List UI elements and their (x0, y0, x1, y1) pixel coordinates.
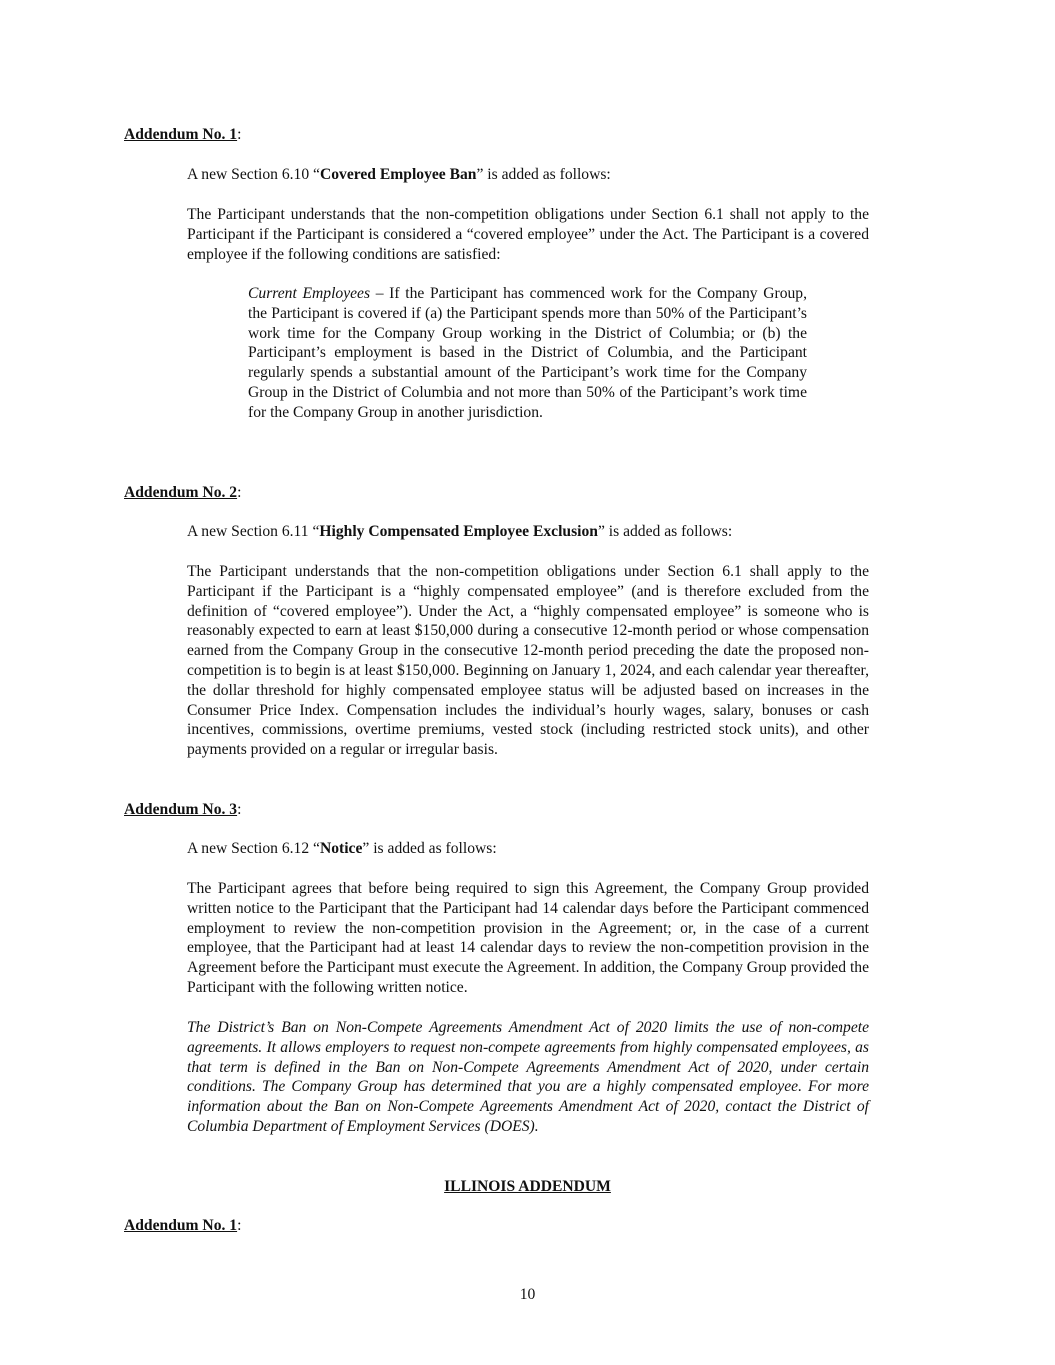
addendum-1-body: The Participant understands that the non-competition obligations under Section 6.1 shall not apply to the Participant if the Participant is considered a “covered employee” under the Act. The Participant is a covered employee if the following conditions are satisfied: (187, 206, 869, 263)
section-title: Covered Employee Ban (319, 166, 477, 183)
addendum-1-intro (187, 165, 611, 185)
page-number: 10 (519, 1286, 536, 1303)
clause-label: Current Employees (248, 285, 371, 302)
intro-suffix: ” is added as follows: (597, 523, 733, 540)
title-text: ILLINOIS ADDENDUM (444, 1178, 611, 1195)
addendum-2-intro (187, 522, 732, 542)
intro-prefix: A new Section 6.12 “ (187, 840, 320, 857)
intro-prefix: A new Section 6.11 “ (187, 523, 320, 540)
heading-colon: : (237, 484, 242, 501)
addendum-heading-text: Addendum No. 3 (124, 801, 238, 818)
addendum-3-heading (124, 800, 241, 820)
section-title: Notice (319, 840, 363, 857)
intro-suffix: ” is added as follows: (476, 166, 611, 183)
heading-colon: : (237, 126, 242, 143)
heading-colon: : (237, 801, 242, 818)
intro-prefix: A new Section 6.10 “ (187, 166, 320, 183)
intro-suffix: ” is added as follows: (362, 840, 497, 857)
addendum-2-heading (124, 483, 241, 503)
clause-text: – If the Participant has commenced work for the Company Group, the Participant is covered if (a) the Participant spends more than 50% of the Participant’s work time for the Company Group working in the District of Columbia; or (b) the Participant’s employment is based in the District of Columbia, and the Participant regularly spends a substantial amount of the Participant’s work time for the Company Group in the District of Columbia and not more than 50% of the Participant’s work time for the Company Group in another jurisdiction. (248, 285, 808, 421)
addendum-heading-text: Addendum No. 1 (124, 1217, 238, 1234)
addendum-3-intro (187, 839, 497, 859)
heading-colon: : (237, 1217, 242, 1234)
addendum-heading-text: Addendum No. 2 (124, 484, 238, 501)
addendum-heading-text: Addendum No. 1 (124, 126, 238, 143)
illinois-addendum-1-heading (124, 1216, 241, 1236)
illinois-addendum-title (0, 1177, 1055, 1197)
written-notice: The District’s Ban on Non-Compete Agreements Amendment Act of 2020 limits the use of non-compete agreements. It allows employers to request non-compete agreements from highly compensated employees, as that term is defined in the Ban on Non-Compete Agreements Amendment Act of 2020, under certain conditions. The Company Group has determined that you are a highly compensated employee. For more information about the Ban on Non-Compete Agreements Amendment Act of 2020, contact the District of Columbia Department of Employment Services (DOES). (187, 1019, 869, 1135)
addendum-3-body: The Participant agrees that before being required to sign this Agreement, the Company Group provided written notice to the Participant that the Participant had 14 calendar days before the Participant commenced employment to review the non-competition provision in the Agreement; or, in the case of a current employee, that the Participant had at least 14 calendar days to review the non-competition provision in the Agreement before the Participant must execute the Agreement. In addition, the Company Group provided the Participant with the following written notice. (187, 880, 869, 996)
addendum-2-body: The Participant understands that the non-competition obligations under Section 6.1 shall apply to the Participant if the Participant is a “highly compensated employee” (and is therefore excluded from the definition of “covered employee”). Under the Act, a “highly compensated employee” is someone who is reasonably expected to earn at least $150,000 during a consecutive 12-month period or whose compensation earned from the Company Group in the consecutive 12-month period preceding the date the proposed non-competition is to begin is at least $150,000. Beginning on January 1, 2024, and each calendar year thereafter, the dollar threshold for highly compensated employee status will be adjusted based on increases in the Consumer Price Index. Compensation includes the individual’s hourly wages, salary, bonuses or cash incentives, commissions, overtime premiums, vested stock (including restricted stock units), and other payments provided on a regular or irregular basis. (187, 563, 869, 759)
addendum-1-heading (124, 125, 241, 145)
current-employees-clause (248, 284, 807, 423)
section-title: Highly Compensated Employee Exclusion (319, 523, 598, 540)
